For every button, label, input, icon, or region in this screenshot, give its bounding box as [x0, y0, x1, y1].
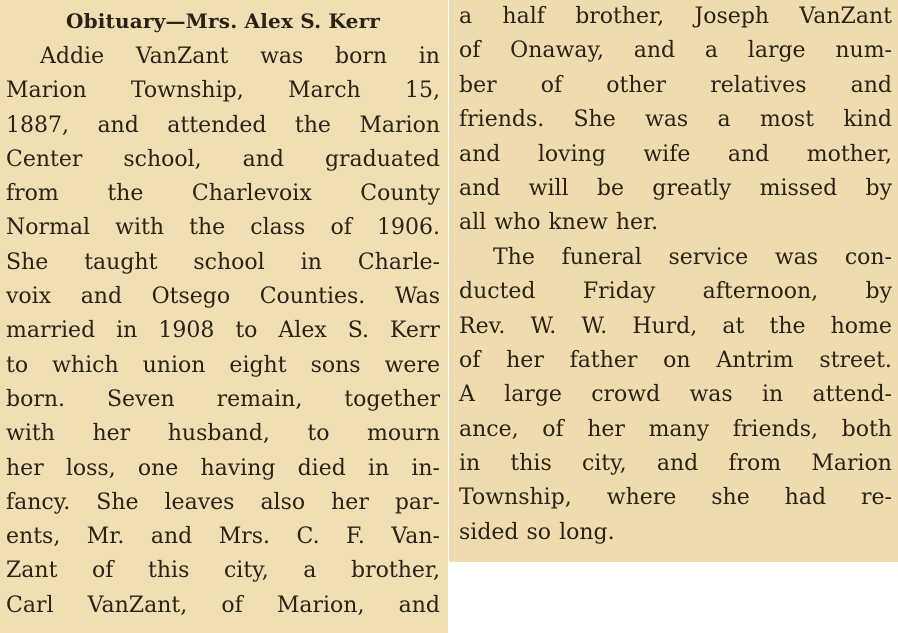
text-line: all who knew her.: [459, 210, 659, 236]
text-line: Addie VanZant was born in: [40, 44, 440, 69]
text-line: fancy. She leaves also her par-: [6, 489, 440, 515]
text-line: and will be greatly missed by: [459, 175, 892, 201]
text-line: Marion Township, March 15,: [6, 78, 440, 104]
obituary-clipping-right-column: [449, 0, 898, 562]
text-line: in this city, and from Marion: [459, 451, 892, 477]
obituary-clipping-left-column: [0, 0, 448, 633]
text-line: voix and Otsego Counties. Was: [6, 284, 440, 310]
text-line: Zant of this city, a brother,: [6, 558, 440, 584]
text-line: a half brother, Joseph VanZant: [459, 4, 892, 29]
text-line: A large crowd was in attend-: [459, 382, 892, 408]
text-line: and loving wife and mother,: [459, 141, 892, 167]
text-line: Carl VanZant, of Marion, and: [6, 592, 440, 618]
obituary-headline: Obituary—Mrs. Alex S. Kerr: [65, 9, 381, 33]
text-line: ents, Mr. and Mrs. C. F. Van-: [6, 524, 440, 550]
text-line: of Onaway, and a large num-: [459, 38, 892, 64]
obituary-body-right: [459, 0, 892, 550]
text-line: ducted Friday afternoon, by: [459, 279, 892, 305]
text-line: ber of other relatives and: [459, 72, 892, 98]
text-line: of her father on Antrim street.: [459, 347, 892, 373]
text-line: married in 1908 to Alex S. Kerr: [6, 318, 440, 344]
text-line: The funeral service was con-: [493, 244, 892, 270]
text-line: Center school, and graduated: [6, 146, 440, 172]
text-line: born. Seven remain, together: [6, 386, 440, 412]
text-line: with her husband, to mourn: [6, 421, 440, 447]
text-line: Rev. W. W. Hurd, at the home: [459, 313, 892, 339]
text-line: 1887, and attended the Marion: [6, 112, 440, 138]
text-line: her loss, one having died in in-: [6, 455, 440, 481]
text-line: sided so long.: [459, 519, 615, 545]
text-line: Township, where she had re-: [459, 485, 892, 511]
text-line: from the Charlevoix County: [6, 181, 440, 207]
text-line: She taught school in Charle-: [6, 249, 440, 275]
text-line: friends. She was a most kind: [459, 107, 892, 133]
text-line: ance, of her many friends, both: [459, 416, 892, 442]
obituary-body-left: [6, 40, 440, 623]
text-line: to which union eight sons were: [6, 352, 440, 378]
text-line: Normal with the class of 1906.: [6, 215, 440, 241]
